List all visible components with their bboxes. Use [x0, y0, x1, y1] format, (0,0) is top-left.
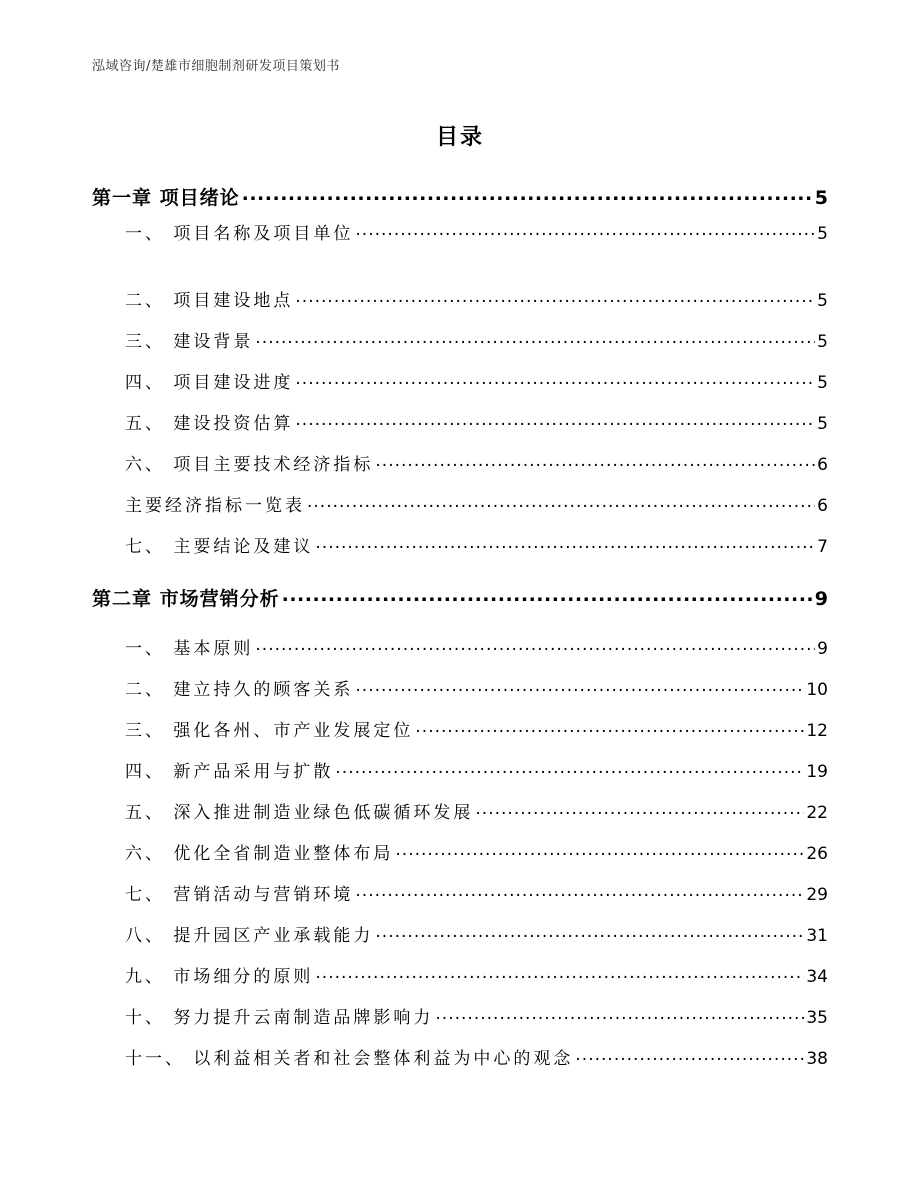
toc-entry-page: 19 — [806, 762, 828, 782]
toc-entry-label: 四、 项目建设进度 — [125, 373, 294, 393]
toc-entry-label: 五、 建设投资估算 — [125, 414, 294, 434]
toc-dot-leader — [282, 586, 813, 605]
toc-entry-label: 一、 项目名称及项目单位 — [125, 224, 354, 244]
toc-entry[interactable] — [125, 716, 828, 741]
toc-entry-page: 31 — [806, 926, 828, 946]
toc-dot-leader — [307, 494, 815, 511]
toc-entry[interactable] — [125, 1044, 828, 1069]
toc-entry-label: 六、 项目主要技术经济指标 — [125, 455, 374, 475]
toc-entry[interactable] — [125, 921, 828, 946]
toc-entry-page: 35 — [806, 1008, 828, 1028]
toc-entry-page: 7 — [817, 537, 828, 557]
toc-entry[interactable] — [125, 634, 828, 659]
toc-entry-label: 七、 营销活动与营销环境 — [125, 885, 354, 905]
toc-entry[interactable] — [125, 757, 828, 782]
toc-entry-page: 6 — [817, 496, 828, 516]
toc-entry-label: 十、 努力提升云南制造品牌影响力 — [125, 1008, 434, 1028]
toc-entry[interactable] — [125, 1003, 828, 1028]
toc-entry-label: 四、 新产品采用与扩散 — [125, 762, 334, 782]
toc-entry[interactable] — [125, 409, 828, 434]
toc-entry-label: 五、 深入推进制造业绿色低碳循环发展 — [125, 803, 474, 823]
toc-dot-leader — [375, 924, 804, 941]
toc-dot-leader — [295, 289, 815, 306]
toc-entry-page: 12 — [806, 721, 828, 741]
toc-dot-leader — [415, 719, 804, 736]
toc-dot-leader — [335, 760, 804, 777]
toc-dot-leader — [355, 222, 815, 239]
toc-entry-page: 5 — [817, 332, 828, 352]
toc-entry-label: 六、 优化全省制造业整体布局 — [125, 844, 394, 864]
toc-dot-leader — [295, 412, 815, 429]
toc-dot-leader — [575, 1047, 804, 1064]
toc-dot-leader — [375, 453, 815, 470]
toc-dot-leader — [255, 330, 815, 347]
toc-dot-leader — [315, 965, 804, 982]
toc-dot-leader — [355, 883, 804, 900]
toc-entry-page: 22 — [806, 803, 828, 823]
toc-dot-leader — [435, 1006, 804, 1023]
toc-entry-page: 10 — [806, 680, 828, 700]
toc-entry[interactable] — [125, 962, 828, 987]
toc-entry[interactable] — [125, 839, 828, 864]
toc-entry-label: 十一、 以利益相关者和社会整体利益为中心的观念 — [125, 1049, 574, 1069]
header-divider — [92, 79, 828, 80]
toc-dot-leader — [255, 637, 815, 654]
toc-entry-label: 七、 主要结论及建议 — [125, 537, 314, 557]
toc-entry[interactable] — [125, 327, 828, 352]
toc-entry[interactable] — [125, 880, 828, 905]
toc-entry-page: 9 — [814, 588, 828, 610]
toc-entry-page: 9 — [817, 639, 828, 659]
toc-entry-label: 第一章 项目绪论 — [92, 187, 240, 209]
toc-entry[interactable] — [125, 491, 828, 516]
toc-entry-page: 34 — [806, 967, 828, 987]
toc-entry-page: 5 — [817, 291, 828, 311]
toc-entry[interactable] — [125, 675, 828, 700]
toc-entry-page: 5 — [817, 414, 828, 434]
toc-entry-page: 38 — [806, 1049, 828, 1069]
toc-entry-label: 二、 建立持久的顾客关系 — [125, 680, 354, 700]
toc-entry-chapter-1[interactable] — [92, 183, 828, 210]
toc-dot-leader — [475, 801, 804, 818]
toc-entry-label: 第二章 市场营销分析 — [92, 588, 280, 610]
toc-entry-label: 二、 项目建设地点 — [125, 291, 294, 311]
toc-entry[interactable] — [125, 532, 828, 557]
toc-entry-label: 九、 市场细分的原则 — [125, 967, 314, 987]
toc-entry[interactable] — [125, 219, 828, 244]
toc-entry-page: 5 — [817, 224, 828, 244]
toc-entry-chapter-2[interactable] — [92, 584, 828, 611]
toc-dot-leader — [355, 678, 804, 695]
toc-entry[interactable] — [125, 286, 828, 311]
toc-entry-page: 29 — [806, 885, 828, 905]
toc-dot-leader — [395, 842, 804, 859]
toc-entry-label: 主要经济指标一览表 — [125, 496, 305, 516]
toc-dot-leader — [295, 371, 815, 388]
toc-entry-page: 5 — [814, 187, 828, 209]
toc-entry-page: 6 — [817, 455, 828, 475]
toc-entry[interactable] — [125, 798, 828, 823]
toc-entry-page: 26 — [806, 844, 828, 864]
toc-dot-leader — [242, 185, 813, 204]
toc-entry-label: 三、 建设背景 — [125, 332, 254, 352]
toc-entry-label: 三、 强化各州、市产业发展定位 — [125, 721, 414, 741]
toc-entry-label: 八、 提升园区产业承载能力 — [125, 926, 374, 946]
toc-entry[interactable] — [125, 368, 828, 393]
page-header: 泓域咨询/楚雄市细胞制剂研发项目策划书 — [92, 59, 340, 74]
toc-title: 目录 — [435, 125, 484, 150]
toc-entry-label: 一、 基本原则 — [125, 639, 254, 659]
toc-entry-page: 5 — [817, 373, 828, 393]
toc-dot-leader — [315, 535, 815, 552]
toc-entry[interactable] — [125, 450, 828, 475]
